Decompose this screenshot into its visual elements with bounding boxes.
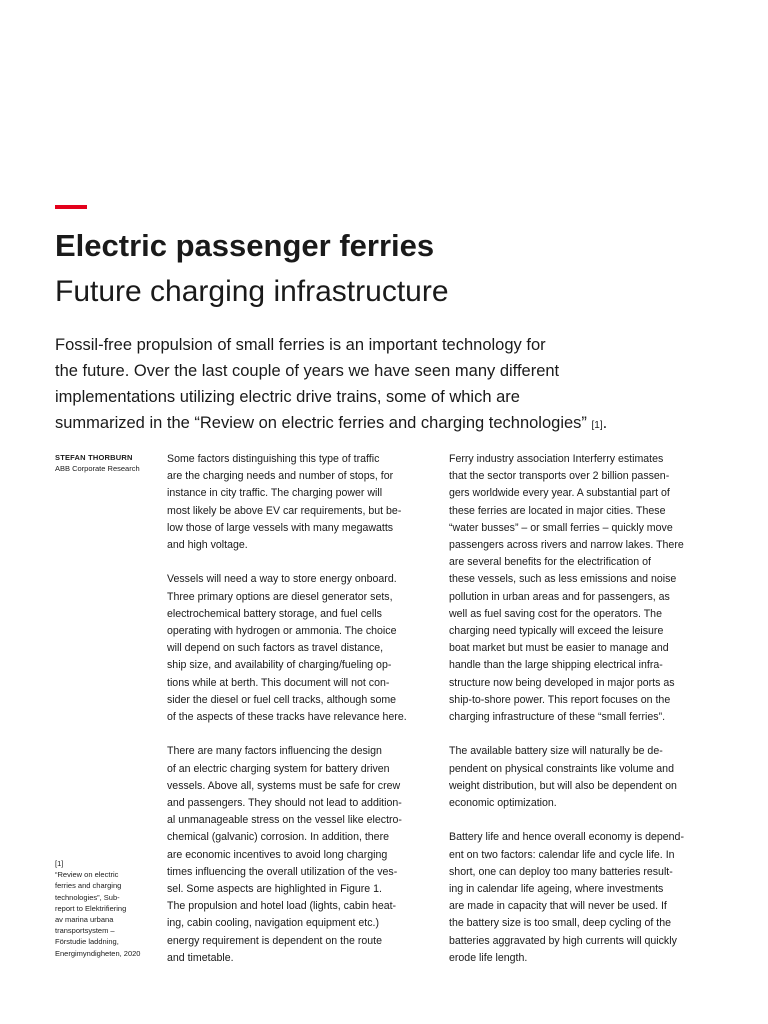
footnote-line: ferries and charging bbox=[55, 881, 122, 891]
body-line: are economic incentives to avoid long charging bbox=[167, 848, 388, 861]
lead-line: Fossil-free propulsion of small ferries is an important technology for bbox=[55, 336, 546, 354]
body-line: these vessels, such as less emissions and noise bbox=[449, 573, 677, 586]
body-line: The propulsion and hotel load (lights, cabin heat- bbox=[167, 900, 397, 913]
footnote-line: Energimyndigheten, 2020 bbox=[55, 948, 141, 958]
body-line: low those of large vessels with many megawatts bbox=[167, 521, 394, 534]
lead-line: the future. Over the last couple of years we have seen many different bbox=[55, 362, 560, 380]
body-line: handle than the large shipping electrical infra- bbox=[449, 659, 663, 672]
body-line: short, one can deploy too many batteries result- bbox=[449, 865, 673, 878]
author-name: STEFAN THORBURN bbox=[55, 453, 133, 462]
body-line: operating with hydrogen or ammonia. The choice bbox=[167, 625, 397, 638]
body-line: electrochemical battery storage, and fuel cells bbox=[167, 607, 382, 620]
body-line: and timetable. bbox=[167, 951, 234, 964]
body-line: most likely be above EV car requirements, but be- bbox=[167, 504, 402, 517]
footnote-line: technologies”, Sub- bbox=[55, 892, 120, 902]
author-organization: ABB Corporate Research bbox=[55, 464, 140, 473]
body-line: and passengers. They should not lead to addition- bbox=[167, 797, 402, 810]
body-line: instance in city traffic. The charging power will bbox=[167, 487, 383, 500]
body-line: There are many factors influencing the design bbox=[167, 745, 382, 758]
body-line: of the aspects of these tracks have relevance here. bbox=[167, 711, 407, 724]
footnote-line: report to Elektrifiering bbox=[55, 903, 127, 913]
body-column-2 bbox=[449, 451, 724, 984]
body-paragraph bbox=[449, 743, 724, 812]
body-line: sel. Some aspects are highlighted in Figure 1. bbox=[167, 883, 382, 896]
body-line: ship-to-shore power. This report focuses on the bbox=[449, 693, 671, 706]
body-line: chemical (galvanic) corrosion. In addition, there bbox=[167, 831, 389, 844]
body-line: are the charging needs and number of stops, for bbox=[167, 470, 394, 483]
body-line: will depend on such factors as travel distance, bbox=[167, 642, 384, 655]
body-line: that the sector transports over 2 billion passen- bbox=[449, 470, 670, 483]
body-line: charging infrastructure of these “small ferries”. bbox=[449, 711, 666, 724]
body-line: “water busses” – or small ferries – quickly move bbox=[449, 521, 673, 534]
body-line: are several benefits for the electrification of bbox=[449, 556, 651, 569]
body-line: Vessels will need a way to store energy onboard. bbox=[167, 573, 397, 586]
body-line: gers worldwide every year. A substantial part of bbox=[449, 487, 670, 500]
body-line: weight distribution, but will also be dependent on bbox=[449, 779, 677, 792]
body-line: energy requirement is dependent on the route bbox=[167, 934, 382, 947]
body-line: al unmanageable stress on the vessel like electro- bbox=[167, 814, 402, 827]
body-line: structure now being developed in major ports as bbox=[449, 676, 675, 689]
footnote-line: av marina urbana bbox=[55, 915, 114, 925]
body-line: tions while at berth. This document will not con- bbox=[167, 676, 390, 689]
lead-paragraph bbox=[55, 332, 695, 439]
footnote-line: [1] bbox=[55, 859, 64, 868]
body-line: vessels. Above all, systems must be safe for crew bbox=[167, 779, 401, 792]
body-line: passengers across rivers and narrow lakes. There bbox=[449, 539, 684, 552]
lead-line-text: summarized in the “Review on electric ferries and charging technologies” bbox=[55, 414, 587, 432]
accent-bar bbox=[55, 205, 87, 209]
body-line: The available battery size will naturally be de- bbox=[449, 745, 663, 758]
footnote-line: Förstudie laddning, bbox=[55, 937, 119, 947]
article-subtitle: Future charging infrastructure bbox=[55, 275, 449, 308]
body-line: ent on two factors: calendar life and cycle life. In bbox=[449, 848, 675, 861]
footnote-line: “Review on electric bbox=[55, 870, 119, 880]
body-line: well as fuel saving cost for the operators. The bbox=[449, 607, 662, 620]
body-line: economic optimization. bbox=[449, 797, 557, 810]
body-line: sider the diesel or fuel cell tracks, although some bbox=[167, 693, 397, 706]
body-paragraph bbox=[449, 451, 724, 726]
lead-line-last bbox=[55, 410, 695, 439]
body-line: boat market but must be easier to manage and bbox=[449, 642, 669, 655]
body-paragraph bbox=[167, 571, 439, 726]
body-line: these ferries are located in major cities. These bbox=[449, 504, 666, 517]
body-line: ing in calendar life ageing, where investments bbox=[449, 883, 664, 896]
body-line: Ferry industry association Interferry estimates bbox=[449, 453, 664, 465]
body-line: of an electric charging system for battery driven bbox=[167, 762, 390, 775]
lead-line: implementations utilizing electric drive trains, some of which are bbox=[55, 388, 520, 406]
article-title: Electric passenger ferries bbox=[55, 228, 435, 263]
body-paragraph bbox=[167, 451, 439, 554]
body-line: ship size, and availability of charging/fueling op- bbox=[167, 659, 392, 672]
footnote-line: transportsystem – bbox=[55, 926, 115, 936]
body-line: Three primary options are diesel generator sets, bbox=[167, 590, 393, 603]
body-line: and high voltage. bbox=[167, 539, 248, 552]
body-line: charging need typically will exceed the leisure bbox=[449, 625, 664, 638]
footnote bbox=[55, 858, 155, 959]
body-line: pollution in urban areas and for passengers, as bbox=[449, 590, 670, 603]
body-line: ing, cabin cooling, navigation equipment etc.) bbox=[167, 917, 380, 930]
body-paragraph bbox=[449, 829, 724, 967]
lead-end-punct: . bbox=[602, 414, 608, 432]
lead-reference: [1] bbox=[591, 420, 603, 431]
body-line: times influencing the overall utilization of the ves- bbox=[167, 865, 398, 878]
body-line: erode life length. bbox=[449, 951, 528, 964]
body-line: are made in capacity that will never be used. If bbox=[449, 900, 667, 913]
body-line: Some factors distinguishing this type of traffic bbox=[167, 453, 380, 465]
body-paragraph bbox=[167, 743, 439, 967]
body-line: pendent on physical constraints like volume and bbox=[449, 762, 674, 775]
body-line: Battery life and hence overall economy is depend- bbox=[449, 831, 684, 844]
body-column-1 bbox=[167, 451, 439, 984]
body-line: batteries aggravated by high currents will quickly bbox=[449, 934, 677, 947]
body-line: the battery size is too small, deep cycling of the bbox=[449, 917, 671, 930]
